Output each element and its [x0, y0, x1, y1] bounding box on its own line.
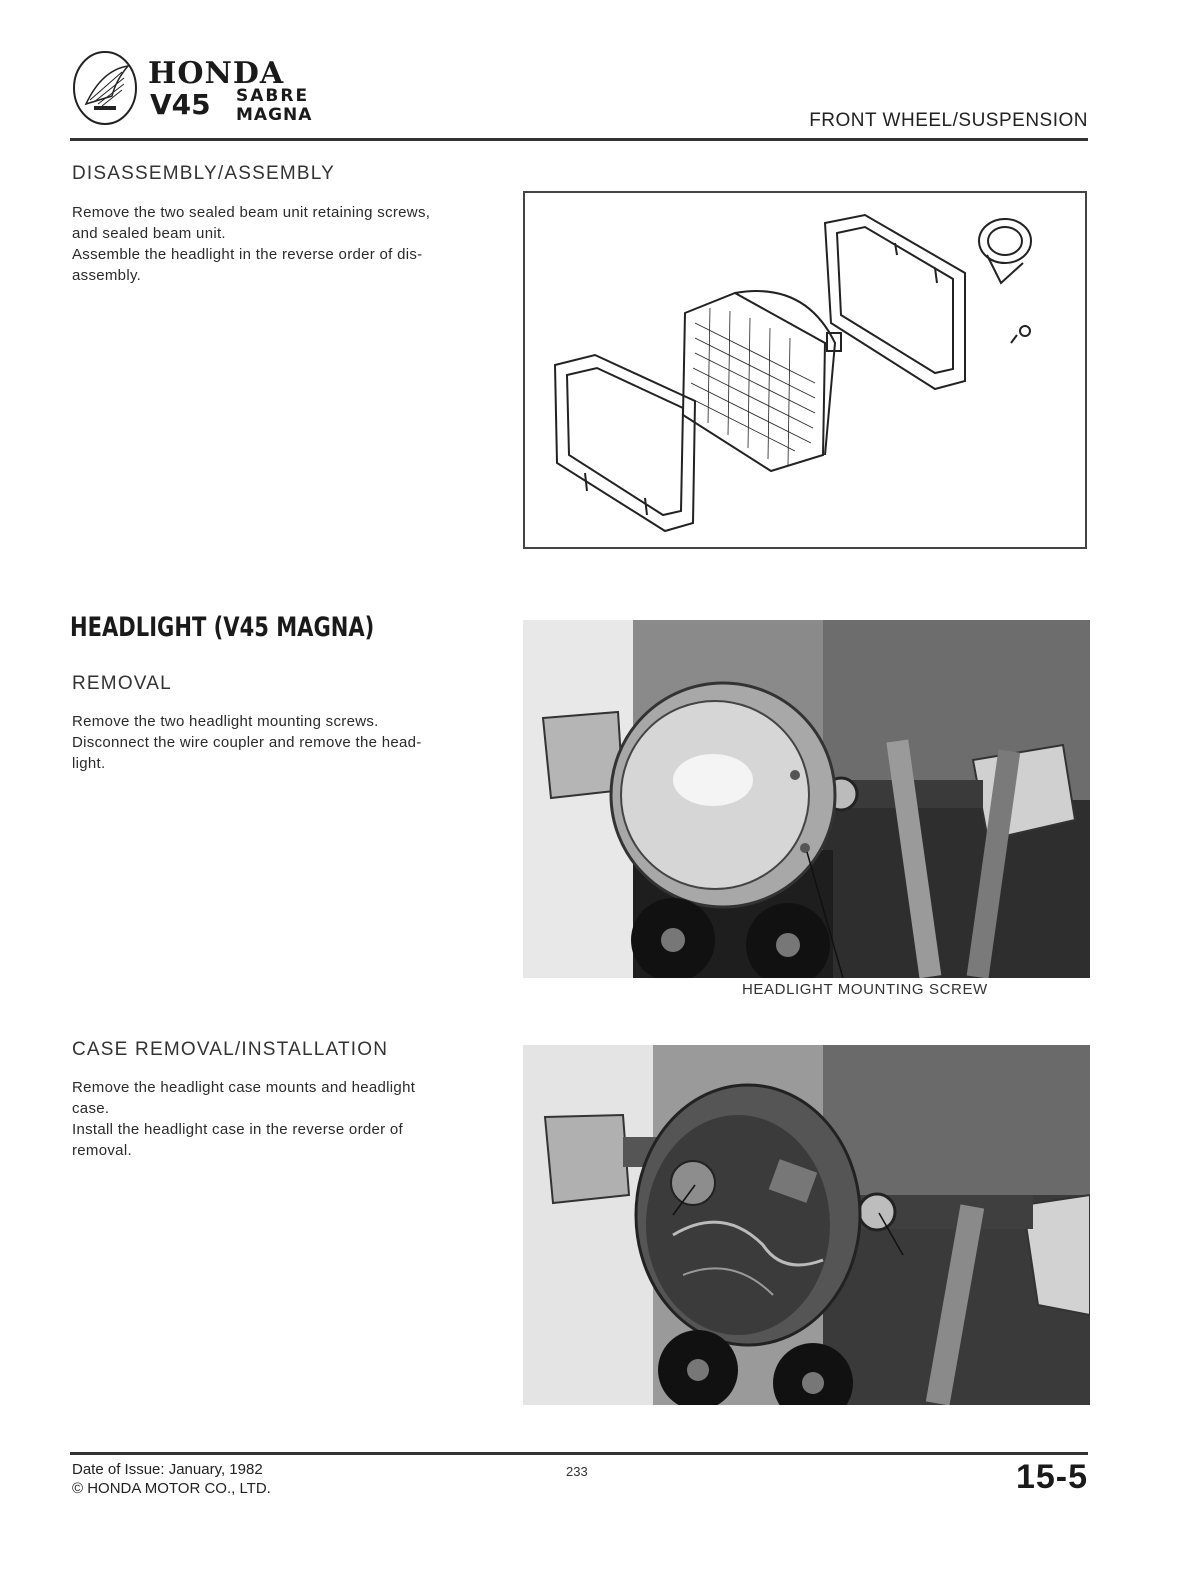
case-line: Remove the headlight case mounts and headlight — [72, 1079, 416, 1096]
copyright-notice: © HONDA MOTOR CO., LTD. — [72, 1480, 271, 1497]
disassembly-line: Assemble the headlight in the reverse order of dis- — [72, 246, 423, 263]
trim-sabre: SABRE — [236, 86, 310, 106]
section-page-number: 15-5 — [1015, 1458, 1088, 1496]
case-line: removal. — [72, 1142, 132, 1159]
removal-heading: REMOVAL — [72, 673, 172, 694]
exploded-view-drawing — [525, 193, 1085, 547]
headlight-section-title: HEADLIGHT (V45 MAGNA) — [70, 612, 375, 643]
headlight-photo — [523, 620, 1090, 978]
headlight-photo-render — [523, 620, 1090, 978]
case-text — [72, 1077, 492, 1161]
removal-text — [72, 711, 492, 774]
removal-line: light. — [72, 755, 106, 772]
headlight-case-photo — [523, 1045, 1090, 1405]
disassembly-line: and sealed beam unit. — [72, 225, 226, 242]
case-heading: CASE REMOVAL/INSTALLATION — [72, 1039, 389, 1060]
disassembly-line: Remove the two sealed beam unit retaining screws, — [72, 204, 431, 221]
footer-issue-info — [72, 1460, 271, 1498]
disassembly-heading: DISASSEMBLY/ASSEMBLY — [72, 163, 335, 184]
mounting-screw-caption: HEADLIGHT MOUNTING SCREW — [742, 981, 988, 998]
trim-magna: MAGNA — [236, 105, 313, 125]
honda-wing-logo — [72, 50, 138, 126]
header-divider — [70, 138, 1088, 141]
removal-line: Remove the two headlight mounting screws. — [72, 713, 379, 730]
section-title: FRONT WHEEL/SUSPENSION — [809, 110, 1088, 131]
removal-line: Disconnect the wire coupler and remove the head- — [72, 734, 422, 751]
disassembly-line: assembly. — [72, 267, 142, 284]
date-of-issue: Date of Issue: January, 1982 — [72, 1461, 263, 1478]
brand-name: HONDA — [148, 56, 285, 91]
case-line: Install the headlight case in the reverse order of — [72, 1121, 404, 1138]
disassembly-text — [72, 202, 492, 286]
case-line: case. — [72, 1100, 110, 1117]
headlight-exploded-diagram — [523, 191, 1087, 549]
model-name: V45 — [150, 88, 211, 121]
page-number: 233 — [566, 1464, 588, 1479]
headlight-case-photo-render — [523, 1045, 1090, 1405]
footer-divider — [70, 1452, 1088, 1455]
